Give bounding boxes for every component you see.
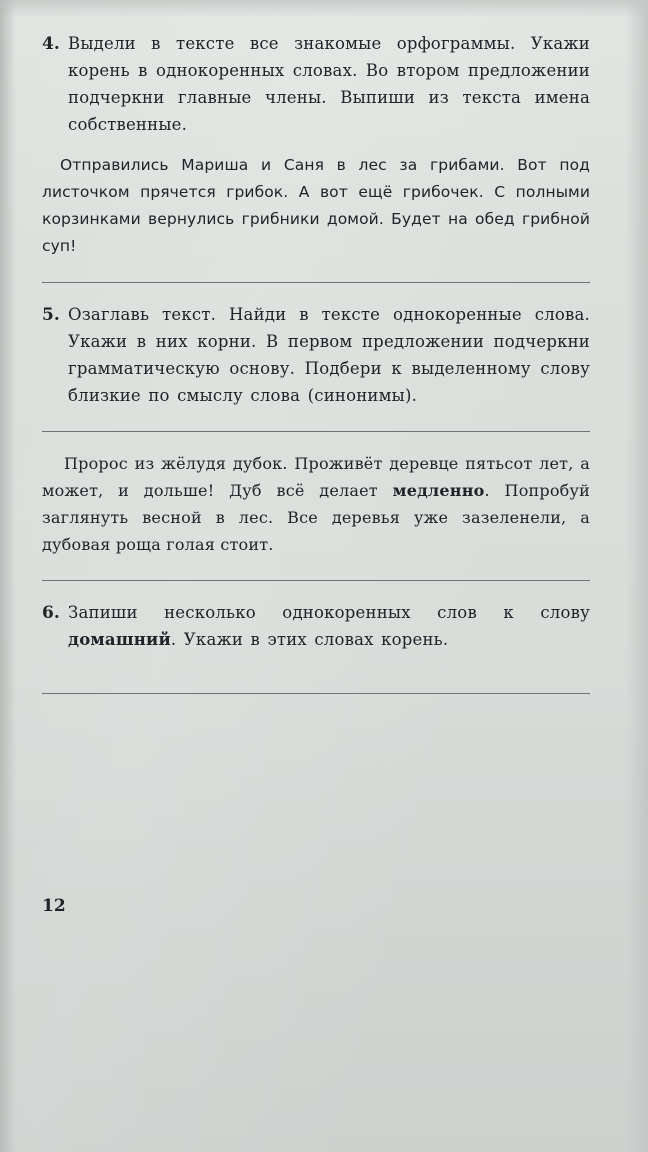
exercise-6-task [42,599,590,653]
page-edge-shadow-top [0,0,648,18]
exercise-5-passage [42,450,590,558]
exercise-5-instruction: Озаглавь текст. Найди в тексте однокоренные слова. Укажи в них корни. В первом предложении подчеркни грамматическую основу. Подбери к выделенному слову близкие по смыслу слова (синонимы). [68,305,590,405]
exercise-6-instruction-after: . Укажи в этих словах корень. [170,630,449,649]
exercise-6-body [68,599,590,653]
exercise-6-instruction-bold: домашний [68,630,171,649]
exercise-5-number: 5. [42,305,60,325]
exercise-5 [42,301,590,409]
exercise-4-instruction: Выдели в тексте все знакомые орфограммы. Укажи корень в однокоренных словах. Во втором предложении подчеркни главные члены. Выпиши из текста имена собственные. [68,34,590,134]
page-edge-shadow-left [0,0,16,1152]
exercise-6-number: 6. [42,603,60,623]
exercise-5-passage-before: Пророс из жёлудя дубок. Проживёт деревце пятьсот лет, а может, и дольше! Дуб всё делает [42,454,590,500]
exercise-5-passage-after: . Попробуй заглянуть весной в лес. Все деревья уже зазеленели, а дубовая роща голая стоит. [42,481,590,554]
page-edge-shadow-right [626,0,648,1152]
exercise-5-body [68,301,590,409]
exercise-5-passage-bold: медленно [392,481,485,500]
exercise-4-number: 4. [42,34,60,54]
exercise-5-task [42,301,590,409]
exercise-6 [42,599,590,653]
exercise-6-instruction [68,599,590,653]
page-number: 12 [42,896,66,916]
exercise-4-body [68,30,590,138]
exercise-4 [42,30,590,260]
answer-line [42,693,590,694]
divider-2 [42,431,590,432]
page-content [42,30,590,694]
exercise-6-instruction-before: Запиши несколько однокоренных слов к слову [68,603,590,622]
divider-1 [42,282,590,283]
divider-3 [42,580,590,581]
exercise-4-passage: Отправились Мариша и Саня в лес за грибами. Вот под листочком прячется грибок. А вот ещё грибочек. С полными корзинками вернулись грибники домой. Будет на обед грибной суп! [42,156,590,255]
exercise-4-task [42,30,590,138]
